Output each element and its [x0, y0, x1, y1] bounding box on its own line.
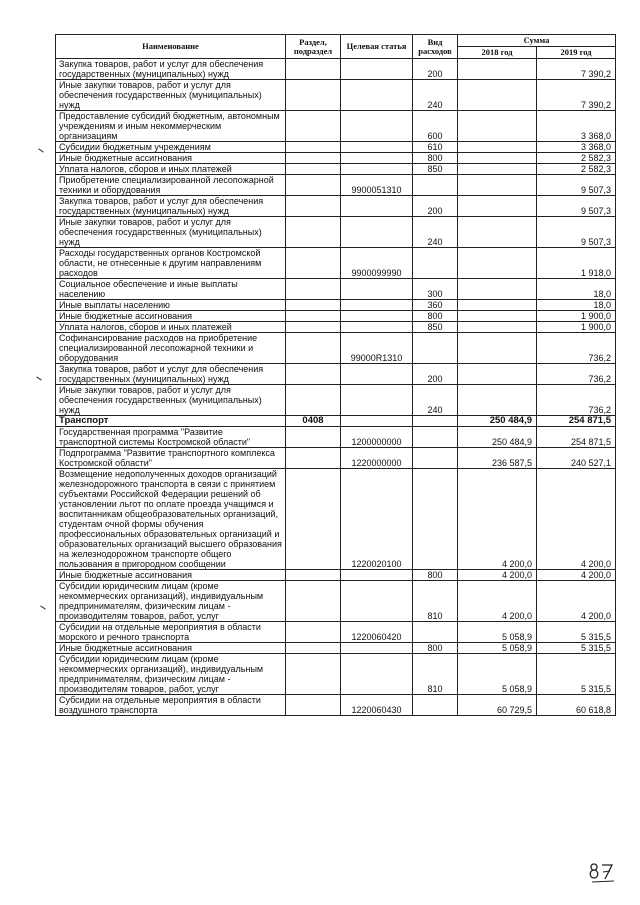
- cell-sum-2018: 5 058,9: [458, 654, 537, 695]
- cell-razdel: [286, 248, 341, 279]
- cell-celevaya: [341, 217, 413, 248]
- cell-name: Социальное обеспечение и иные выплаты населению: [56, 279, 286, 300]
- table-row: [56, 311, 616, 322]
- cell-sum-2019: 736,2: [537, 333, 616, 364]
- cell-sum-2018: 5 058,9: [458, 622, 537, 643]
- cell-razdel: [286, 111, 341, 142]
- cell-sum-2019: 5 315,5: [537, 654, 616, 695]
- cell-razdel: [286, 622, 341, 643]
- table-row: [56, 175, 616, 196]
- cell-razdel: [286, 279, 341, 300]
- table-row: [56, 570, 616, 581]
- table-row: [56, 322, 616, 333]
- header-row-top: [56, 35, 616, 47]
- cell-name: Иные закупки товаров, работ и услуг для обеспечения государственных (муниципальных) нужд: [56, 385, 286, 416]
- cell-vid: 200: [413, 364, 458, 385]
- cell-vid: 240: [413, 80, 458, 111]
- cell-razdel: [286, 196, 341, 217]
- cell-razdel: [286, 581, 341, 622]
- cell-name: Софинансирование расходов на приобретение специализированной лесопожарной техники и оборудования: [56, 333, 286, 364]
- cell-sum-2018: 4 200,0: [458, 469, 537, 570]
- cell-name: Приобретение специализированной лесопожарной техники и оборудования: [56, 175, 286, 196]
- cell-sum-2019: 736,2: [537, 364, 616, 385]
- cell-razdel: [286, 217, 341, 248]
- cell-name: Иные бюджетные ассигнования: [56, 153, 286, 164]
- cell-sum-2019: 254 871,5: [537, 416, 616, 427]
- margin-mark: [40, 605, 45, 609]
- table-body: [56, 59, 616, 716]
- cell-celevaya: [341, 111, 413, 142]
- cell-celevaya: [341, 385, 413, 416]
- cell-sum-2019: 254 871,5: [537, 427, 616, 448]
- cell-sum-2019: 7 390,2: [537, 59, 616, 80]
- cell-name: Уплата налогов, сборов и иных платежей: [56, 164, 286, 175]
- cell-sum-2019: 240 527,1: [537, 448, 616, 469]
- cell-name: Уплата налогов, сборов и иных платежей: [56, 322, 286, 333]
- cell-sum-2018: [458, 333, 537, 364]
- cell-razdel: [286, 59, 341, 80]
- cell-razdel: [286, 322, 341, 333]
- cell-sum-2019: 18,0: [537, 279, 616, 300]
- cell-celevaya: [341, 142, 413, 153]
- cell-sum-2018: 236 587,5: [458, 448, 537, 469]
- cell-sum-2019: 9 507,3: [537, 175, 616, 196]
- cell-sum-2018: [458, 175, 537, 196]
- cell-vid: [413, 416, 458, 427]
- cell-celevaya: [341, 643, 413, 654]
- cell-vid: 300: [413, 279, 458, 300]
- cell-name: Предоставление субсидий бюджетным, автономным учреждениям и иным некоммерческим организациям: [56, 111, 286, 142]
- cell-name: Закупка товаров, работ и услуг для обеспечения государственных (муниципальных) нужд: [56, 364, 286, 385]
- cell-sum-2019: 5 315,5: [537, 643, 616, 654]
- budget-table: [55, 34, 616, 716]
- cell-razdel: [286, 364, 341, 385]
- cell-razdel: [286, 153, 341, 164]
- cell-sum-2018: 250 484,9: [458, 416, 537, 427]
- table-row: [56, 80, 616, 111]
- cell-sum-2019: 18,0: [537, 300, 616, 311]
- cell-name: Закупка товаров, работ и услуг для обеспечения государственных (муниципальных) нужд: [56, 196, 286, 217]
- cell-razdel: [286, 654, 341, 695]
- cell-sum-2019: 1 900,0: [537, 322, 616, 333]
- cell-celevaya: 1220060430: [341, 695, 413, 716]
- table-row: [56, 654, 616, 695]
- cell-sum-2019: 1 900,0: [537, 311, 616, 322]
- cell-celevaya: [341, 570, 413, 581]
- table-row: [56, 164, 616, 175]
- table-row: [56, 469, 616, 570]
- table-row: [56, 196, 616, 217]
- table-row: [56, 153, 616, 164]
- header-year-2019: 2019 год: [537, 47, 616, 59]
- cell-vid: [413, 695, 458, 716]
- cell-celevaya: [341, 196, 413, 217]
- cell-vid: [413, 448, 458, 469]
- table-row: [56, 427, 616, 448]
- cell-name: Транспорт: [56, 416, 286, 427]
- cell-celevaya: 99000R1310: [341, 333, 413, 364]
- cell-vid: [413, 427, 458, 448]
- cell-name: Субсидии на отдельные мероприятия в области воздушного транспорта: [56, 695, 286, 716]
- cell-name: Иные выплаты населению: [56, 300, 286, 311]
- cell-vid: [413, 175, 458, 196]
- cell-sum-2018: [458, 300, 537, 311]
- table-row: [56, 279, 616, 300]
- cell-razdel: [286, 311, 341, 322]
- cell-name: Закупка товаров, работ и услуг для обеспечения государственных (муниципальных) нужд: [56, 59, 286, 80]
- cell-sum-2018: [458, 311, 537, 322]
- cell-name: Государственная программа "Развитие транспортной системы Костромской области": [56, 427, 286, 448]
- cell-sum-2019: 3 368,0: [537, 111, 616, 142]
- table-row: [56, 59, 616, 80]
- table-row: [56, 385, 616, 416]
- table-row: [56, 448, 616, 469]
- cell-vid: 850: [413, 164, 458, 175]
- cell-sum-2018: [458, 80, 537, 111]
- cell-sum-2018: 4 200,0: [458, 570, 537, 581]
- cell-razdel: [286, 333, 341, 364]
- cell-celevaya: 1200000000: [341, 427, 413, 448]
- cell-vid: 360: [413, 300, 458, 311]
- cell-sum-2019: 3 368,0: [537, 142, 616, 153]
- cell-sum-2019: 4 200,0: [537, 570, 616, 581]
- cell-name: Субсидии юридическим лицам (кроме некоммерческих организаций), индивидуальным предпринимателям, физическим лицам - производителям товаров, работ, услуг: [56, 654, 286, 695]
- cell-celevaya: 1220020100: [341, 469, 413, 570]
- cell-razdel: [286, 142, 341, 153]
- header-name: Наименование: [56, 35, 286, 59]
- header-razdel: Раздел, подраздел: [286, 35, 341, 59]
- cell-celevaya: [341, 300, 413, 311]
- cell-celevaya: [341, 364, 413, 385]
- cell-sum-2018: [458, 196, 537, 217]
- cell-celevaya: [341, 311, 413, 322]
- cell-vid: [413, 469, 458, 570]
- cell-vid: 800: [413, 570, 458, 581]
- cell-vid: [413, 248, 458, 279]
- cell-razdel: [286, 300, 341, 311]
- cell-name: Расходы государственных органов Костромской области, не отнесенные к другим направлениям расходов: [56, 248, 286, 279]
- cell-sum-2018: [458, 59, 537, 80]
- cell-vid: 810: [413, 581, 458, 622]
- cell-razdel: 0408: [286, 416, 341, 427]
- cell-sum-2018: [458, 279, 537, 300]
- cell-celevaya: [341, 654, 413, 695]
- cell-vid: 810: [413, 654, 458, 695]
- cell-vid: 600: [413, 111, 458, 142]
- cell-celevaya: [341, 322, 413, 333]
- cell-celevaya: [341, 153, 413, 164]
- cell-name: Иные бюджетные ассигнования: [56, 643, 286, 654]
- cell-name: Возмещение недополученных доходов организаций железнодорожного транспорта в связи с принятием субъектами Российской Федерации решений об установлении льгот по оплате проезда учащимся и воспитанникам общеобразовательных организаций, студентам очной формы обучения профессиональных образовательных организаций и образовательных организаций высшего образования на железнодорожном транспорте общего пользования в пригородном сообщении: [56, 469, 286, 570]
- cell-vid: 800: [413, 643, 458, 654]
- cell-celevaya: 1220000000: [341, 448, 413, 469]
- table-row: [56, 581, 616, 622]
- table-row: [56, 142, 616, 153]
- header-summa: Сумма: [458, 35, 616, 47]
- cell-sum-2018: 5 058,9: [458, 643, 537, 654]
- cell-name: Иные бюджетные ассигнования: [56, 311, 286, 322]
- cell-name: Субсидии бюджетным учреждениям: [56, 142, 286, 153]
- cell-sum-2019: 4 200,0: [537, 469, 616, 570]
- budget-table-sheet: [55, 34, 616, 716]
- cell-sum-2018: [458, 111, 537, 142]
- cell-sum-2018: [458, 164, 537, 175]
- handwritten-page-number: [588, 858, 618, 886]
- cell-sum-2019: 2 582,3: [537, 164, 616, 175]
- cell-sum-2018: 250 484,9: [458, 427, 537, 448]
- table-row: [56, 695, 616, 716]
- cell-razdel: [286, 570, 341, 581]
- cell-celevaya: [341, 80, 413, 111]
- cell-name: Иные бюджетные ассигнования: [56, 570, 286, 581]
- cell-celevaya: [341, 59, 413, 80]
- cell-vid: 200: [413, 59, 458, 80]
- table-row: [56, 643, 616, 654]
- cell-razdel: [286, 643, 341, 654]
- cell-name: Иные закупки товаров, работ и услуг для обеспечения государственных (муниципальных) нужд: [56, 80, 286, 111]
- cell-vid: 200: [413, 196, 458, 217]
- cell-celevaya: 9900099990: [341, 248, 413, 279]
- cell-sum-2018: [458, 153, 537, 164]
- cell-sum-2018: [458, 322, 537, 333]
- cell-sum-2019: 9 507,3: [537, 217, 616, 248]
- cell-razdel: [286, 695, 341, 716]
- header-year-2018: 2018 год: [458, 47, 537, 59]
- cell-sum-2019: 60 618,8: [537, 695, 616, 716]
- cell-vid: [413, 333, 458, 364]
- cell-celevaya: 9900051310: [341, 175, 413, 196]
- margin-mark: [38, 148, 43, 152]
- cell-vid: 610: [413, 142, 458, 153]
- cell-sum-2018: [458, 142, 537, 153]
- cell-sum-2018: [458, 364, 537, 385]
- cell-sum-2019: 736,2: [537, 385, 616, 416]
- cell-razdel: [286, 175, 341, 196]
- cell-razdel: [286, 164, 341, 175]
- cell-celevaya: [341, 279, 413, 300]
- table-row: [56, 248, 616, 279]
- cell-sum-2019: 5 315,5: [537, 622, 616, 643]
- table-row: [56, 111, 616, 142]
- cell-name: Субсидии юридическим лицам (кроме некоммерческих организаций), индивидуальным предпринимателям, физическим лицам - производителям товаров, работ, услуг: [56, 581, 286, 622]
- table-row: [56, 217, 616, 248]
- cell-razdel: [286, 448, 341, 469]
- cell-sum-2019: 9 507,3: [537, 196, 616, 217]
- table-row: [56, 364, 616, 385]
- cell-sum-2019: 7 390,2: [537, 80, 616, 111]
- cell-sum-2018: 4 200,0: [458, 581, 537, 622]
- table-row: [56, 622, 616, 643]
- cell-sum-2018: 60 729,5: [458, 695, 537, 716]
- cell-vid: [413, 622, 458, 643]
- header-vid: Вид расходов: [413, 35, 458, 59]
- cell-name: Субсидии на отдельные мероприятия в области морского и речного транспорта: [56, 622, 286, 643]
- cell-vid: 850: [413, 322, 458, 333]
- cell-vid: 240: [413, 217, 458, 248]
- cell-vid: 240: [413, 385, 458, 416]
- table-row: [56, 333, 616, 364]
- cell-name: Иные закупки товаров, работ и услуг для обеспечения государственных (муниципальных) нужд: [56, 217, 286, 248]
- cell-sum-2019: 2 582,3: [537, 153, 616, 164]
- cell-vid: 800: [413, 153, 458, 164]
- cell-razdel: [286, 469, 341, 570]
- cell-sum-2018: [458, 217, 537, 248]
- margin-mark: [36, 376, 41, 380]
- cell-razdel: [286, 427, 341, 448]
- cell-celevaya: [341, 581, 413, 622]
- cell-name: Подпрограмма "Развитие транспортного комплекса Костромской области": [56, 448, 286, 469]
- cell-celevaya: [341, 416, 413, 427]
- cell-vid: 800: [413, 311, 458, 322]
- cell-celevaya: [341, 164, 413, 175]
- cell-razdel: [286, 80, 341, 111]
- cell-sum-2019: 4 200,0: [537, 581, 616, 622]
- cell-sum-2018: [458, 248, 537, 279]
- cell-razdel: [286, 385, 341, 416]
- cell-celevaya: 1220060420: [341, 622, 413, 643]
- cell-sum-2018: [458, 385, 537, 416]
- table-row: [56, 300, 616, 311]
- table-row: [56, 416, 616, 427]
- cell-sum-2019: 1 918,0: [537, 248, 616, 279]
- header-celevaya: Целевая статья: [341, 35, 413, 59]
